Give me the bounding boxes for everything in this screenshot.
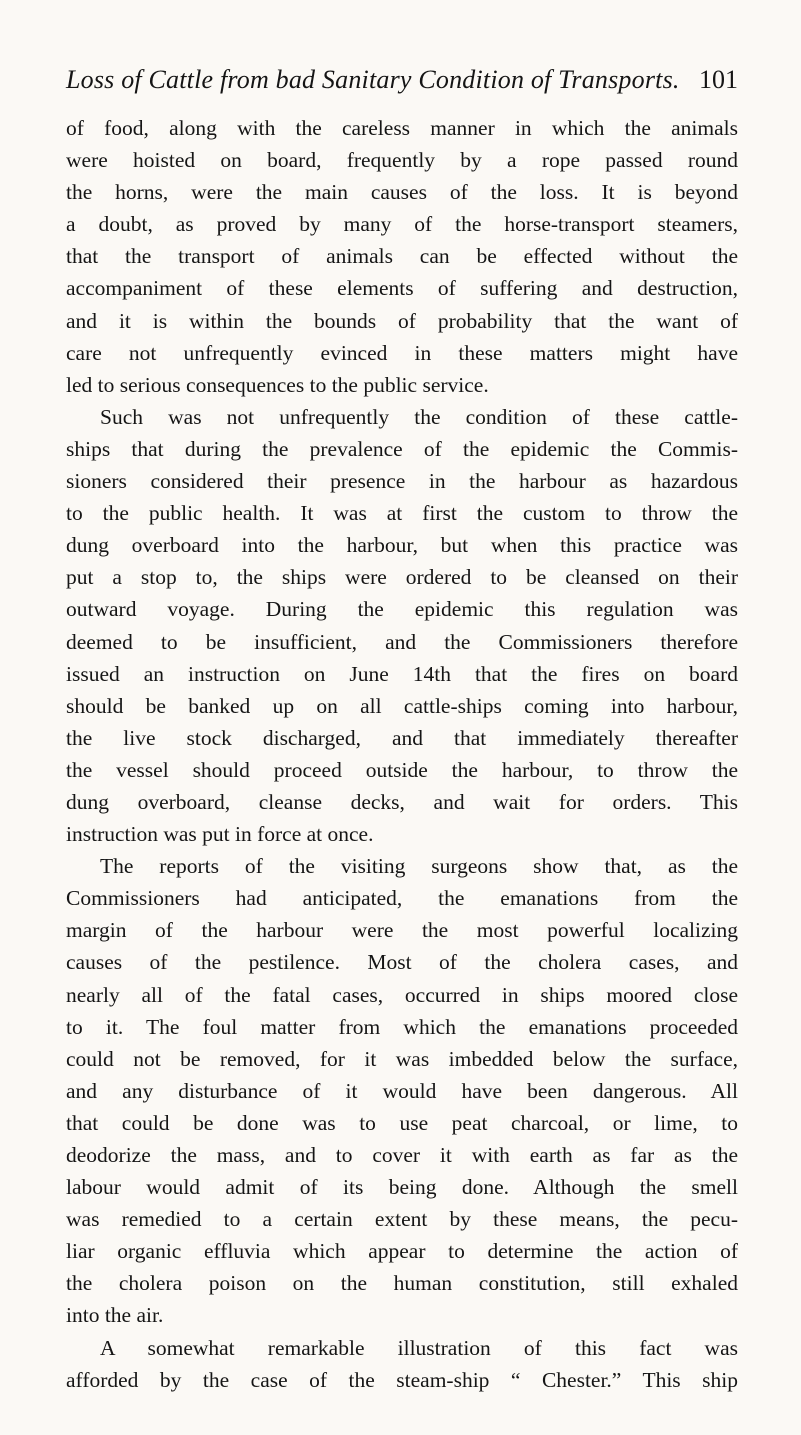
text-line: nearly all of the fatal cases, occurred in ships moored close bbox=[66, 982, 738, 1007]
text-line: and it is within the bounds of probability that the want of bbox=[66, 308, 738, 333]
text-line: that could be done was to use peat charcoal, or lime, to bbox=[66, 1110, 738, 1135]
paragraph bbox=[66, 112, 738, 401]
text-line: liar organic effluvia which appear to determine the action of bbox=[66, 1239, 738, 1264]
text-line: sioners considered their presence in the harbour as hazardous bbox=[66, 469, 738, 494]
text-line: labour would admit of its being done. Although the smell bbox=[66, 1175, 738, 1200]
text-line: the live stock discharged, and that immediately thereafter bbox=[66, 725, 738, 750]
text-line: put a stop to, the ships were ordered to be cleansed on their bbox=[66, 565, 738, 590]
text-line: afforded by the case of the steam-ship “ Chester.” This ship bbox=[66, 1367, 738, 1392]
text-line: should be banked up on all cattle-ships coming into harbour, bbox=[66, 693, 738, 718]
text-line: causes of the pestilence. Most of the cholera cases, and bbox=[66, 950, 738, 975]
paragraph bbox=[66, 1332, 738, 1396]
body-text bbox=[66, 112, 738, 1396]
text-line: accompaniment of these elements of suffering and destruction, bbox=[66, 276, 738, 301]
text-line: and any disturbance of it would have been dangerous. All bbox=[66, 1078, 738, 1103]
text-line: led to serious consequences to the public service. bbox=[66, 372, 489, 397]
text-line: deemed to be insufficient, and the Commissioners therefore bbox=[66, 629, 738, 654]
text-line: deodorize the mass, and to cover it with earth as far as the bbox=[66, 1143, 738, 1167]
text-line: dung overboard into the harbour, but when this practice was bbox=[66, 533, 738, 558]
page-number: 101 bbox=[699, 65, 738, 94]
text-line: a doubt, as proved by many of the horse-transport steamers, bbox=[66, 212, 738, 237]
text-line: care not unfrequently evinced in these matters might have bbox=[66, 340, 738, 365]
text-line: of food, along with the careless manner in which the animals bbox=[66, 116, 738, 140]
text-line: that the transport of animals can be effected without the bbox=[66, 244, 738, 269]
text-line: the vessel should proceed outside the harbour, to throw the bbox=[66, 757, 738, 782]
paragraph bbox=[66, 401, 738, 850]
paragraph bbox=[66, 850, 738, 1331]
text-line: the cholera poison on the human constitution, still exhaled bbox=[66, 1271, 738, 1296]
text-line: dung overboard, cleanse decks, and wait for orders. This bbox=[66, 789, 738, 814]
running-head bbox=[66, 60, 738, 100]
text-line: Commissioners had anticipated, the emanations from the bbox=[66, 886, 738, 911]
text-line: to it. The foul matter from which the emanations proceeded bbox=[66, 1014, 738, 1039]
text-line: A somewhat remarkable illustration of this fact was bbox=[100, 1335, 738, 1360]
text-line: were hoisted on board, frequently by a rope passed round bbox=[66, 148, 738, 173]
text-line: into the air. bbox=[66, 1303, 164, 1328]
text-line: margin of the harbour were the most powerful localizing bbox=[66, 918, 738, 943]
text-line: could not be removed, for it was imbedded below the surface, bbox=[66, 1046, 738, 1071]
text-line: the horns, were the main causes of the loss. It is beyond bbox=[66, 180, 738, 205]
text-line: outward voyage. During the epidemic this regulation was bbox=[66, 597, 738, 622]
text-line: ships that during the prevalence of the epidemic the Commis- bbox=[66, 436, 738, 461]
text-line: was remedied to a certain extent by these means, the pecu- bbox=[66, 1207, 738, 1232]
text-line: to the public health. It was at first the custom to throw the bbox=[66, 501, 738, 526]
text-line: The reports of the visiting surgeons show that, as the bbox=[100, 854, 738, 879]
text-line: Such was not unfrequently the condition of these cattle- bbox=[100, 404, 738, 429]
text-line: issued an instruction on June 14th that the fires on board bbox=[66, 661, 738, 686]
running-title: Loss of Cattle from bad Sanitary Condition of Transports. bbox=[66, 65, 680, 94]
text-line: instruction was put in force at once. bbox=[66, 822, 374, 847]
